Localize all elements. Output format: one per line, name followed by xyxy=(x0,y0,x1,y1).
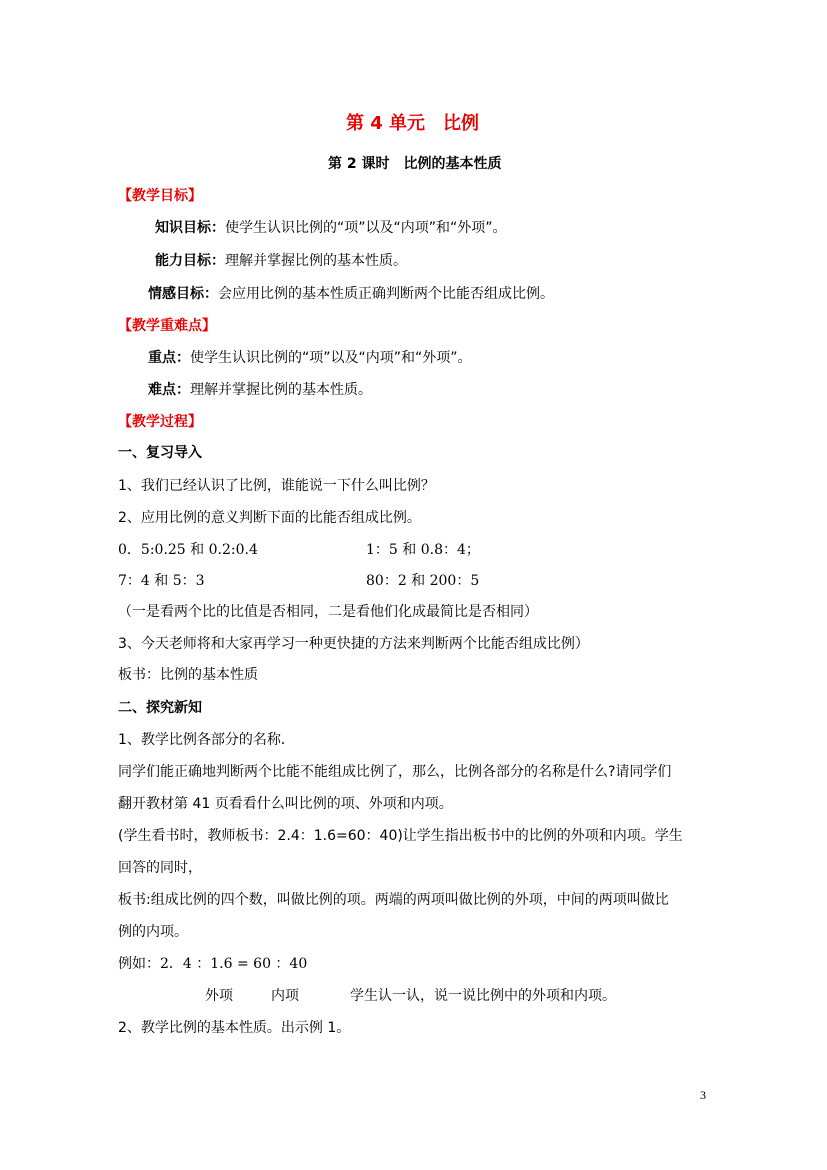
goals-heading: 【教学目标】 xyxy=(118,188,202,204)
paragraph-1-line-2: 翻开教材第 41 页看看什么叫比例的项、外项和内项。 xyxy=(118,796,453,812)
ratio-pair-b: 1：5 和 0.8：4； xyxy=(366,542,480,558)
paragraph-2-line-1: (学生看书时，教师板书：2.4：1.6=60：40)让学生指出板书中的比例的外项和内项。学生 xyxy=(118,828,683,844)
emotion-goal-label: 情感目标： xyxy=(148,286,218,302)
difficult-point-label: 难点： xyxy=(148,382,190,398)
board-note-1: 板书：比例的基本性质 xyxy=(118,667,258,683)
page-number: 3 xyxy=(700,1088,706,1102)
paragraph-3-line-2: 例的内项。 xyxy=(118,924,188,940)
explore-step-1: 1、教学比例各部分的名称． xyxy=(118,732,295,748)
inner-term-label: 内项 xyxy=(271,988,299,1004)
explore-step-2: 2、教学比例的基本性质。出示例 1。 xyxy=(118,1020,351,1036)
emotion-goal xyxy=(148,284,554,304)
key-points-heading: 【教学重难点】 xyxy=(118,318,216,334)
ratio-pair-d: 80：2 和 200：5 xyxy=(366,573,480,589)
paragraph-1-line-1: 同学们能正确地判断两个比能不能组成比例了，那么，比例各部分的名称是什么?请同学们 xyxy=(118,764,672,780)
section-explore: 二、探究新知 xyxy=(118,700,202,716)
judgement-note: （一是看两个比的比值是否相同，二是看他们化成最简比是否相同） xyxy=(118,604,538,620)
section-review-intro: 一、复习导入 xyxy=(118,445,202,461)
key-point xyxy=(148,348,472,368)
knowledge-goal xyxy=(155,218,507,238)
difficult-point-text: 理解并掌握比例的基本性质。 xyxy=(190,382,372,398)
knowledge-goal-text: 使学生认识比例的“项”以及“内项”和“外项”。 xyxy=(225,220,507,236)
question-1: 1、我们已经认识了比例，谁能说一下什么叫比例？ xyxy=(118,478,435,494)
key-point-label: 重点： xyxy=(148,350,190,366)
ratio-pair-a: 0．5:0.25 和 0.2:0.4 xyxy=(118,542,258,558)
ratio-example: 例如：2．4 ：1.6 = 60 ：40 xyxy=(118,956,308,972)
lesson-subtitle: 第 2 课时 比例的基本性质 xyxy=(328,156,502,172)
emotion-goal-text: 会应用比例的基本性质正确判断两个比能否组成比例。 xyxy=(218,286,554,302)
key-point-text: 使学生认识比例的“项”以及“内项”和“外项”。 xyxy=(190,350,472,366)
ability-goal-text: 理解并掌握比例的基本性质。 xyxy=(225,253,407,269)
ability-goal-label: 能力目标： xyxy=(155,253,225,269)
ratio-pair-c: 7：4 和 5：3 xyxy=(118,573,205,589)
question-2: 2、应用比例的意义判断下面的比能否组成比例。 xyxy=(118,510,421,526)
process-heading: 【教学过程】 xyxy=(118,414,202,430)
unit-title: 第 4 单元 比例 xyxy=(346,113,480,134)
outer-term-label: 外项 xyxy=(205,988,233,1004)
ability-goal xyxy=(155,251,407,271)
question-3: 3、今天老师将和大家再学习一种更快捷的方法来判断两个比能否组成比例） xyxy=(118,636,589,652)
difficult-point xyxy=(148,380,372,400)
knowledge-goal-label: 知识目标： xyxy=(155,220,225,236)
recognize-instruction: 学生认一认，说一说比例中的外项和内项。 xyxy=(350,988,616,1004)
paragraph-2-line-2: 回答的同时， xyxy=(118,860,202,876)
paragraph-3-line-1: 板书:组成比例的四个数，叫做比例的项。两端的两项叫做比例的外项，中间的两项叫做比 xyxy=(118,892,669,908)
